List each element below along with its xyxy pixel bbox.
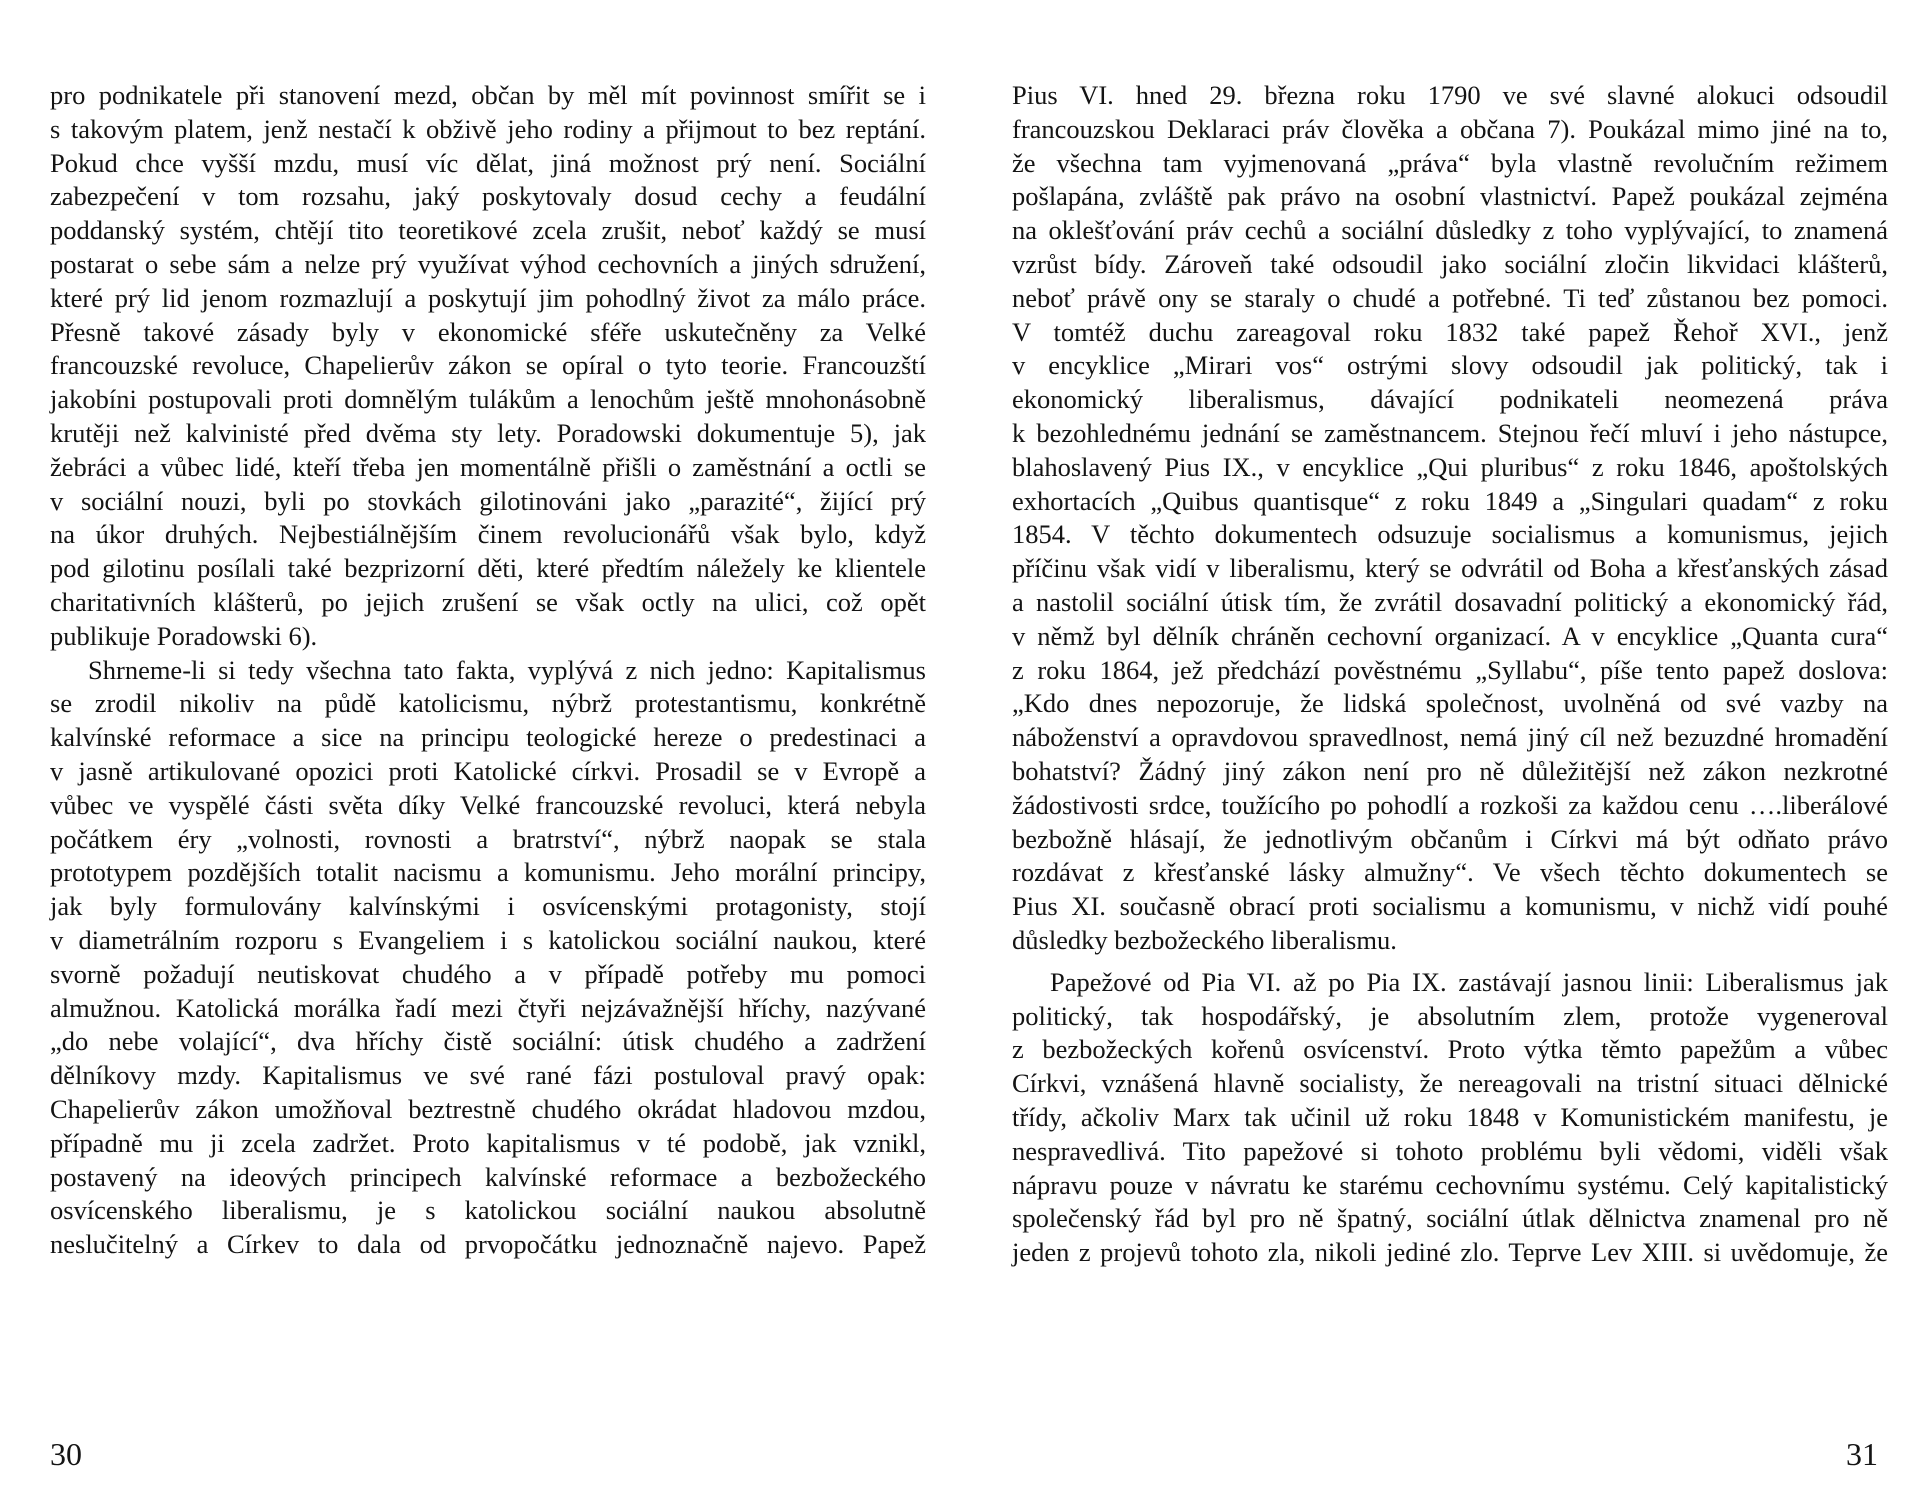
text-line: důsledky bezbožeckého liberalismu.: [1012, 924, 1397, 955]
text-line: že všechna tam vyjmenovaná „práva“ byla vlastně revolučním režimem: [1012, 147, 1888, 178]
text-line: publikuje Poradowski 6).: [50, 620, 318, 651]
text-line: z bezbožeckých kořenů osvícenství. Proto výtka těmto papežům a vůbec: [1012, 1034, 1888, 1065]
text-line: „do nebe volající“, dva hříchy čistě sociální: útisk chudého a zadržení: [50, 1026, 926, 1057]
text-line: příčinu však vidí v liberalismu, který se odvrátil od Boha a křesťanských zásad: [1012, 553, 1888, 584]
text-line: kalvínské reformace a sice na principu teologické hereze o predestinaci a: [50, 722, 926, 753]
left-page-text: [50, 79, 926, 1262]
text-line: „Kdo dnes nepozoruje, že lidská společnost, uvolněná od své vazby na: [1012, 688, 1888, 719]
right-page-number: 31: [1846, 1436, 1878, 1472]
text-line: žádostivosti srdce, toužícího po pohodlí a rozkoši za každou cenu ….liberálové: [1012, 789, 1888, 820]
text-line: Pius VI. hned 29. března roku 1790 ve své slavné alokuci odsoudil: [1012, 80, 1888, 110]
text-line: neslučitelný a Církev to dala od prvopočátku jednoznačně najevo. Papež: [50, 1229, 926, 1260]
text-line: s takovým platem, jenž nestačí k obživě jeho rodiny a přijmout to bez reptání.: [50, 113, 926, 144]
text-line: nápravu pouze v návratu ke starému cechovnímu systému. Celý kapitalistický: [1012, 1169, 1888, 1200]
text-line: žebráci a vůbec lidé, kteří třeba jen momentálně přišli o zaměstnání a octli se: [50, 451, 926, 482]
text-line: vůbec ve vyspělé části světa díky Velké francouzské revoluci, která nebyla: [50, 789, 926, 820]
left-page-number: 30: [50, 1436, 82, 1472]
text-line: pro podnikatele při stanovení mezd, občan by měl mít povinnost smířit se i: [50, 80, 926, 110]
text-line: poddanský systém, chtějí tito teoretikové zcela zrušit, neboť každý se musí: [50, 215, 926, 246]
right-page-text: [1012, 79, 1888, 1270]
text-line: ekonomický liberalismus, dávající podnikateli neomezená práva: [1012, 384, 1888, 415]
text-line: v jasně artikulované opozici proti Katolické církvi. Prosadil se v Evropě a: [50, 755, 926, 786]
text-line: společenský řád byl pro ně špatný, sociální útlak dělnictva znamenal pro ně: [1012, 1203, 1888, 1234]
text-line: rozdávat z křesťanské lásky almužny“. Ve všech těchto dokumentech se: [1012, 857, 1888, 888]
text-line: prototypem pozdějších totalit nacismu a komunismu. Jeho morální principy,: [50, 857, 926, 888]
text-line: k bezohlednému jednání se zaměstnancem. Stejnou řečí mluví i jeho nástupce,: [1012, 417, 1888, 448]
text-line: neboť právě ony se staraly o chudé a potřebné. Ti teď zůstanou bez pomoci.: [1012, 282, 1888, 313]
text-line: Církvi, vznášená hlavně socialisty, že nereagovali na tristní situaci dělnické: [1012, 1068, 1888, 1099]
right-page: [1012, 79, 1888, 1270]
text-line: na oklešťování práv cechů a sociální důsledky z toho vyplývající, to znamená: [1012, 215, 1888, 246]
text-line: náboženství a opravdovou spravedlnost, nemá jiný cíl než bezuzdné hromadění: [1012, 722, 1888, 753]
text-line: počátkem éry „volnosti, rovnosti a bratrství“, nýbrž naopak se stala: [50, 823, 926, 854]
text-line: na úkor druhých. Nejbestiálnějším činem revolucionářů však bylo, když: [50, 519, 926, 550]
text-line: Přesně takové zásady byly v ekonomické sféře uskutečněny za Velké: [50, 316, 926, 347]
text-line: Shrneme-li si tedy všechna tato fakta, vyplývá z nich jedno: Kapitalismus: [88, 654, 926, 685]
text-line: v diametrálním rozporu s Evangeliem i s katolickou sociální naukou, které: [50, 924, 926, 955]
text-line: francouzskou Deklaraci práv člověka a občana 7). Poukázal mimo jiné na to,: [1012, 113, 1888, 144]
text-line: jak byly formulovány kalvínskými i osvícenskými protagonisty, stojí: [50, 891, 926, 922]
text-line: Chapelierův zákon umožňoval beztrestně chudého okrádat hladovou mzdou,: [50, 1093, 926, 1124]
text-line: postarat o sebe sám a nelze prý využívat výhod cechovních a jiných sdružení,: [50, 248, 926, 279]
text-line: v encyklice „Mirari vos“ ostrými slovy odsoudil jak politický, tak i: [1012, 350, 1888, 381]
left-page: [50, 79, 926, 1262]
text-line: Pius XI. současně obrací proti socialismu a komunismu, v nichž vidí pouhé: [1012, 891, 1888, 922]
text-line: třídy, ačkoliv Marx tak učinil už roku 1848 v Komunistickém manifestu, je: [1012, 1101, 1888, 1132]
text-line: v němž byl dělník chráněn cechovní organizací. A v encyklice „Quanta cura“: [1012, 620, 1888, 651]
text-line: se zrodil nikoliv na půdě katolicismu, nýbrž protestantismu, konkrétně: [50, 688, 926, 719]
text-line: které prý lid jenom rozmazlují a poskytují jim pohodlný život za málo práce.: [50, 282, 926, 313]
text-line: francouzské revoluce, Chapelierův zákon se opíral o tyto teorie. Francouzští: [50, 350, 926, 381]
text-line: vzrůst bídy. Zároveň také odsoudil jako sociální zločin likvidaci klášterů,: [1012, 248, 1888, 279]
text-line: svorně požadují neutiskovat chudého a v případě potřeby mu pomoci: [50, 958, 926, 989]
text-line: jakobíni postupovali proti domnělým tulákům a lenochům ještě mnohonásobně: [50, 384, 926, 415]
text-line: postavený na ideových principech kalvínské reformace a bezbožeckého: [50, 1161, 926, 1192]
text-line: V tomtéž duchu zareagoval roku 1832 také papež Řehoř XVI., jenž: [1012, 316, 1888, 347]
text-line: almužnou. Katolická morálka řadí mezi čtyři nejzávažnější hříchy, nazývané: [50, 992, 926, 1023]
text-line: pod gilotinu posílali také bezprizorní děti, které předtím náležely ke klientele: [50, 553, 926, 584]
text-line: charitativních klášterů, po jejich zrušení se však octly na ulici, což opět: [50, 586, 926, 617]
text-line: politický, tak hospodářský, je absolutním zlem, protože vygeneroval: [1012, 1000, 1888, 1031]
text-line: a nastolil sociální útisk tím, že zvrátil dosavadní politický a ekonomický řád,: [1012, 586, 1888, 617]
text-line: 1854. V těchto dokumentech odsuzuje socialismus a komunismus, jejich: [1012, 519, 1888, 550]
text-line: exhortacích „Quibus quantisque“ z roku 1849 a „Singulari quadam“ z roku: [1012, 485, 1888, 516]
text-line: nespravedlivá. Tito papežové si tohoto problému byli vědomi, viděli však: [1012, 1135, 1888, 1166]
text-line: pošlapána, zvláště pak právo na osobní vlastnictví. Papež poukázal zejména: [1012, 181, 1888, 212]
text-line: případně mu ji zcela zadržet. Proto kapitalismus v té podobě, jak vznikl,: [50, 1127, 926, 1158]
text-line: Pokud chce vyšší mzdu, musí víc dělat, jiná možnost prý není. Sociální: [50, 147, 926, 178]
text-line: osvícenského liberalismu, je s katolickou sociální naukou absolutně: [50, 1195, 926, 1226]
text-line: zabezpečení v tom rozsahu, jaký poskytovaly dosud cechy a feudální: [50, 181, 926, 212]
text-line: dělníkovy mzdy. Kapitalismus ve své rané fázi postuloval pravý opak:: [50, 1060, 926, 1091]
text-line: z roku 1864, jež předchází pověstnému „Syllabu“, píše tento papež doslova:: [1012, 654, 1888, 685]
text-line: jeden z projevů tohoto zla, nikoli jediné zlo. Teprve Lev XIII. si uvědomuje, že: [1012, 1237, 1888, 1268]
text-line: bezbožně hlásají, že jednotlivým občanům i Církvi má být odňato právo: [1012, 823, 1888, 854]
text-line: bohatství? Žádný jiný zákon není pro ně důležitější než zákon nezkrotné: [1012, 755, 1888, 786]
text-line: blahoslavený Pius IX., v encyklice „Qui pluribus“ z roku 1846, apoštolských: [1012, 451, 1888, 482]
text-line: v sociální nouzi, byli po stovkách gilotinováni jako „parazité“, žijící prý: [50, 485, 926, 516]
text-line: Papežové od Pia VI. až po Pia IX. zastávají jasnou linii: Liberalismus jak: [1050, 966, 1888, 997]
text-line: krutěji než kalvinisté před dvěma sty lety. Poradowski dokumentuje 5), jak: [50, 417, 926, 448]
